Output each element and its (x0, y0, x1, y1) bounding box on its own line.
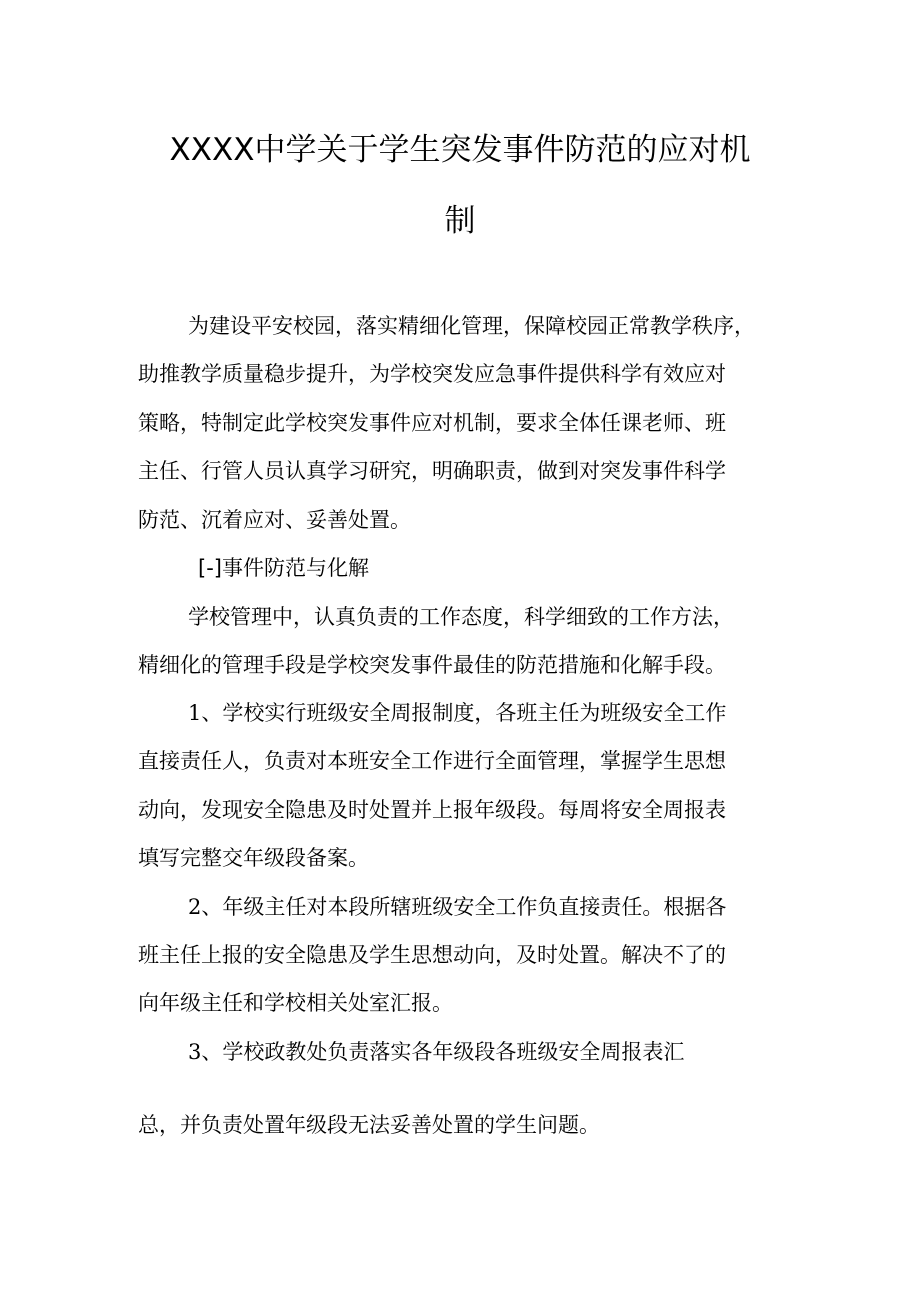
body-line-3: 1、学校实行班级安全周报制度，各班主任为班级安全工作 (188, 701, 727, 725)
body-line-5: 动向，发现安全隐患及时处置并上报年级段。每周将安全周报表 (138, 798, 726, 822)
body-line-6: 填写完整交年级段备案。 (138, 846, 369, 870)
intro-line-3: 策略，特制定此学校突发事件应对机制，要求全体任课老师、班 (138, 411, 726, 435)
body-line-10: 3、学校政教处负责落实各年级段各班级安全周报表汇 (188, 1040, 685, 1064)
intro-line-1: 为建设平安校园，落实精细化管理，保障校园正常教学秩序， (188, 314, 755, 338)
body-line-11: 总，并负责处置年级段无法妥善处置的学生问题。 (138, 1113, 600, 1137)
body-line-4: 直接责任人，负责对本班安全工作进行全面管理，掌握学生思想 (138, 749, 726, 773)
document-title-line-1: XXXX中学关于学生突发事件防范的应对机 (169, 132, 751, 168)
intro-line-2: 助推教学质量稳步提升，为学校突发应急事件提供科学有效应对 (138, 362, 726, 386)
document-title-line-2: 制 (444, 203, 476, 239)
body-line-8: 班主任上报的安全隐患及学生思想动向，及时处置。解决不了的 (138, 943, 726, 967)
body-line-9: 向年级主任和学校相关处室汇报。 (138, 991, 453, 1015)
body-line-1: 学校管理中，认真负责的工作态度，科学细致的工作方法， (188, 605, 734, 629)
body-line-2: 精细化的管理手段是学校突发事件最佳的防范措施和化解手段。 (138, 653, 726, 677)
section-heading: [-]事件防范与化解 (198, 556, 369, 580)
intro-line-5: 防范、沉着应对、妥善处置。 (138, 508, 411, 532)
intro-line-4: 主任、行管人员认真学习研究，明确职责，做到对突发事件科学 (138, 459, 726, 483)
body-line-7: 2、年级主任对本段所辖班级安全工作负直接责任。根据各 (188, 895, 727, 919)
